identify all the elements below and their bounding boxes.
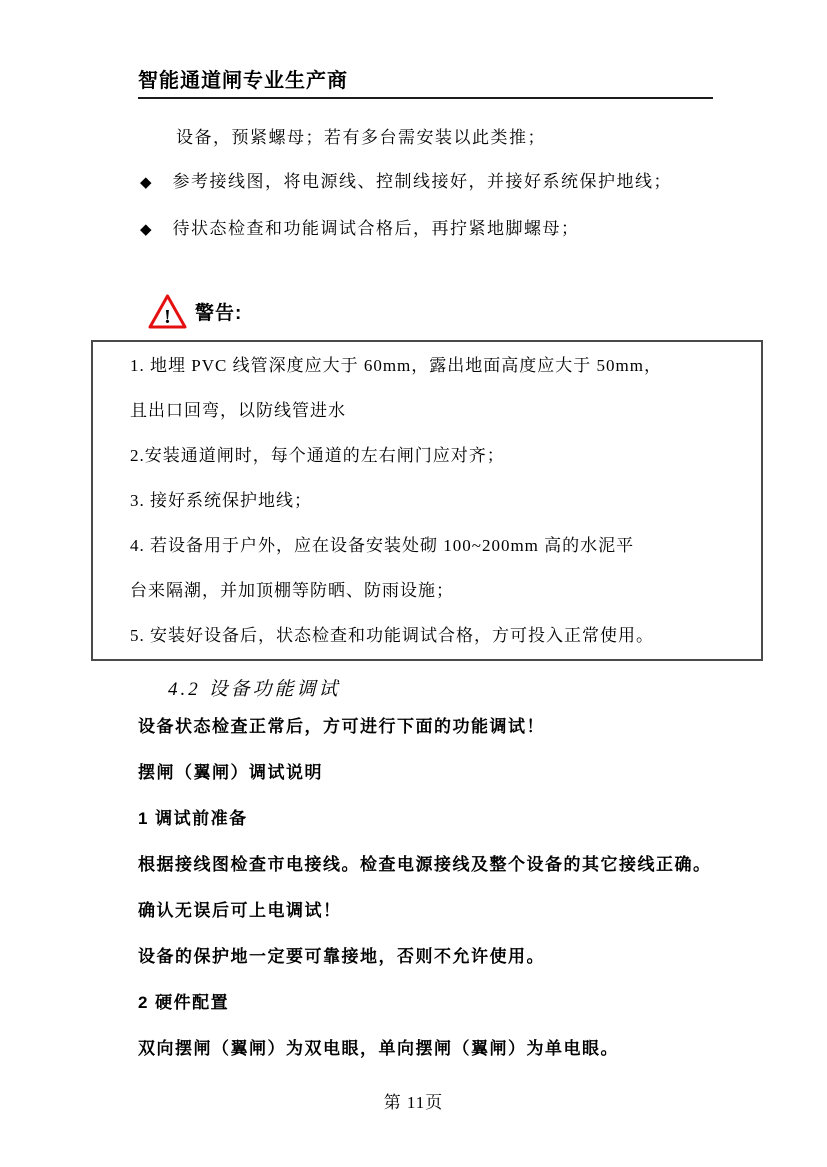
warning-exclamation-glyph: ! — [164, 306, 171, 328]
warning-item: 4. 若设备用于户外，应在设备安装处砌 100~200mm 高的水泥平 — [130, 536, 635, 555]
bullet-item-text: 待状态检查和功能调试合格后，再拧紧地脚螺母； — [172, 219, 580, 238]
body-paragraph: 设备状态检查正常后，方可进行下面的功能调试！ — [138, 717, 545, 736]
body-paragraphs — [138, 716, 712, 1084]
bullet-item — [140, 171, 672, 193]
body-paragraph: 1 调试前准备 — [138, 809, 248, 828]
diamond-bullet-icon: ◆ — [140, 173, 152, 191]
warning-item: 2.安装通道闸时，每个通道的左右闸门应对齐； — [130, 446, 505, 465]
page-header-title: 智能通道闸专业生产商 — [138, 70, 348, 92]
bullet-item-text: 参考接线图，将电源线、控制线接好，并接好系统保护地线； — [172, 172, 673, 191]
body-paragraph: 双向摆闸（翼闸）为双电眼，单向摆闸（翼闸）为单电眼。 — [138, 1039, 619, 1058]
section-heading-4-2: 4.2 设备功能调试 — [168, 679, 341, 700]
warning-item: 台来隔潮，并加顶棚等防晒、防雨设施； — [130, 581, 454, 600]
warning-heading — [147, 293, 242, 330]
warning-item: 5. 安装好设备后，状态检查和功能调试合格，方可投入正常使用。 — [130, 626, 654, 645]
diamond-bullet-icon: ◆ — [140, 220, 152, 238]
warning-item: 1. 地埋 PVC 线管深度应大于 60mm，露出地面高度应大于 50mm， — [130, 356, 662, 375]
warning-item: 3. 接好系统保护地线； — [130, 491, 312, 510]
paragraph-continuation: 设备，预紧螺母；若有多台需安装以此类推； — [176, 128, 546, 147]
body-paragraph: 设备的保护地一定要可靠接地，否则不允许使用。 — [138, 947, 545, 966]
body-paragraph: 根据接线图检查市电接线。检查电源接线及整个设备的其它接线正确。 — [138, 855, 712, 874]
body-paragraph: 摆闸（翼闸）调试说明 — [138, 763, 323, 782]
bullet-item — [140, 218, 580, 240]
body-paragraph: 2 硬件配置 — [138, 993, 230, 1012]
warning-triangle-icon — [147, 293, 188, 330]
warning-item: 且出口回弯，以防线管进水 — [130, 401, 346, 420]
header-rule — [138, 97, 713, 99]
warning-notice-box — [91, 340, 763, 661]
body-paragraph: 确认无误后可上电调试！ — [138, 901, 342, 920]
page-number: 第 11页 — [383, 1093, 444, 1112]
warning-label: 警告: — [195, 303, 243, 324]
